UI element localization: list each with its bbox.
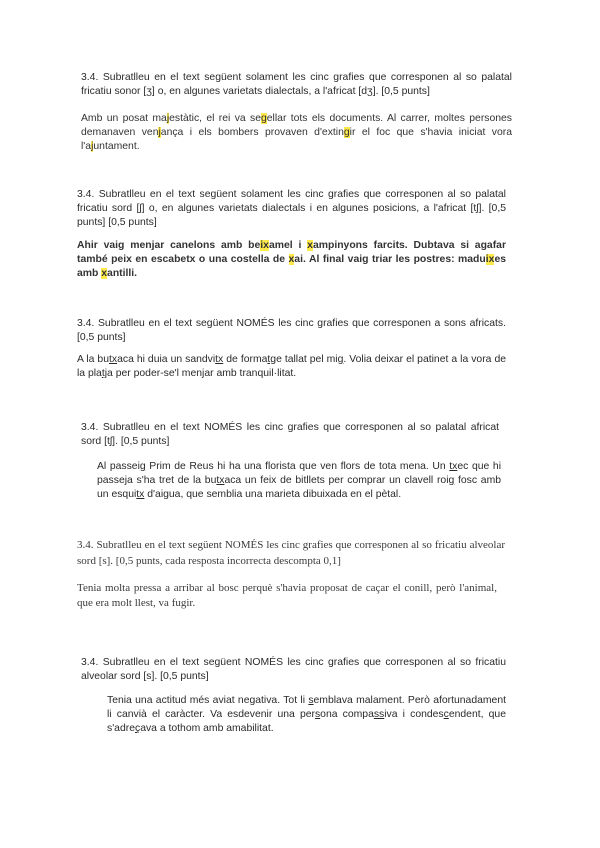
text-segment: emblava malament. Però afortunadament li canvià el caràcter. Va esdevenir una per: [107, 695, 506, 720]
highlighted-grapheme: x: [307, 240, 313, 251]
underlined-grapheme: c: [443, 709, 449, 720]
text-segment: ona compa: [320, 709, 374, 720]
text-segment: aca hi duia un sandvi: [117, 354, 216, 365]
highlighted-grapheme: g: [261, 113, 267, 124]
text-segment: Prim de Reus hi ha una florista que ven flors de tota mena. Un: [145, 461, 450, 472]
highlighted-grapheme: x: [288, 254, 295, 265]
highlighted-grapheme: g: [343, 127, 350, 138]
question-text: 3.4. Subratlleu en el text NOMÉS les cinc grafies que corresponen al so palatal africat sord [tʃ]. [0,5 punts]: [81, 422, 499, 447]
text-segment: Ahir vaig menjar canelons amb be: [77, 240, 261, 251]
text-segment: es amb: [77, 254, 506, 279]
underlined-grapheme: tx: [216, 475, 225, 486]
underlined-grapheme: ç: [134, 723, 141, 734]
underlined-grapheme: ss: [373, 709, 385, 720]
question-text: 3.4. Subratlleu en el text següent NOMÉS les cinc grafies que corresponen al so fricatiu alveolar sord [s]. [0,5 punts]: [81, 657, 506, 682]
text-segment: a per poder-se'l menjar amb tranquil·litat.: [107, 368, 297, 379]
text-segment: estàtic, el rei va se: [169, 113, 261, 124]
text-segment: endent, que s'adre: [107, 709, 506, 734]
answer-text: [77, 581, 497, 611]
answer-text: [107, 694, 506, 736]
text-segment: antilli.: [107, 268, 138, 279]
text-segment: . Volia deixar el patinet a la vora de la pla: [77, 354, 506, 379]
highlighted-grapheme: x: [101, 268, 108, 279]
text-segment: untament.: [93, 141, 140, 152]
underlined-grapheme: g: [448, 475, 455, 486]
text-segment: aca un feix de bitllets per comprar un clavell roi: [224, 475, 449, 486]
underlined-grapheme: tj: [101, 368, 108, 379]
underlined-grapheme: s: [308, 695, 314, 706]
answer-text: [77, 353, 506, 381]
text-segment: ellar tots els documents. Al carrer, moltes persones demanaven ven: [81, 113, 513, 138]
text-segment: ir el foc que s'havia iniciat vora l'a: [81, 127, 512, 152]
text-segment: Tenia una actitud més aviat negativa. Tot li: [107, 695, 309, 706]
exercise-3: [0, 317, 600, 381]
text-segment: Al passei: [97, 461, 140, 472]
exercise-5: [0, 537, 600, 611]
highlighted-grapheme: j: [91, 141, 94, 152]
text-segment: ava a tothom amb amabilitat.: [140, 723, 274, 734]
answer-text: [81, 112, 512, 154]
question-text: 3.4. Subratlleu en el text següent NOMÉS les cinc grafies que corresponen a sons africats. [0,5 punts]: [77, 318, 506, 343]
text-segment: iva i condes: [384, 709, 444, 720]
highlighted-grapheme: j: [158, 127, 161, 138]
exercise-4: [0, 421, 600, 502]
highlighted-grapheme: ix: [260, 240, 269, 251]
underlined-grapheme: tx: [109, 354, 118, 365]
question-text: 3.4. Subratlleu en el text següent solament les cinc grafies que corresponen al so palatal fricatiu sonor [ʒ] o, en algunes varietats dialectals, a l'africat [dʒ]. [0,5 punts]: [81, 72, 512, 97]
text-segment: ec que hi passeja s'ha tret de la bu: [97, 461, 502, 486]
text-segment: fosc amb un esqui: [97, 475, 502, 500]
question-text: 3.4. Subratlleu en el text següent NOMÉS les cinc grafies que corresponen al so fricatiu alveolar sord [s]. [0,5 punts, cada resposta incorrecta descompta 0,1]: [77, 539, 505, 567]
text-segment: ampinyons farcits. Dubtava si agafar també peix en escabetx o una costella de: [77, 240, 506, 265]
text-segment: e tallat pel mi: [276, 354, 338, 365]
answer-text: [77, 239, 506, 281]
text-segment: A la bu: [77, 354, 109, 365]
text-segment: Tenia molta pressa a arribar al bosc perquè s'havia proposat de caçar el conill, però l'animal, que era molt llest, va fugir.: [77, 582, 497, 609]
text-segment: ança i els bombers provaven d'extin: [160, 127, 344, 138]
underlined-grapheme: tx: [215, 354, 224, 365]
underlined-grapheme: g: [139, 461, 146, 472]
text-segment: ai. Al final vaig triar les postres: madu: [294, 254, 486, 265]
text-segment: amel i: [268, 240, 308, 251]
exercise-6: [0, 656, 600, 736]
underlined-grapheme: tg: [267, 354, 277, 365]
underlined-grapheme: tx: [449, 461, 458, 472]
text-segment: de forma: [223, 354, 268, 365]
exercise-1: [0, 71, 600, 154]
text-segment: d'aigua, que semblia una marieta dibuixada en el pètal.: [144, 489, 402, 500]
answer-text: [97, 460, 501, 502]
underlined-grapheme: g: [337, 354, 344, 365]
exercise-2: [0, 188, 600, 281]
underlined-grapheme: tx: [136, 489, 145, 500]
text-segment: Amb un posat ma: [81, 113, 167, 124]
question-text: 3.4. Subratlleu en el text següent solament les cinc grafies que corresponen al so palatal fricatiu sord [ʃ] o, en algunes varietats dialectals i en algunes posicions, a l'africat [tʃ]. [0,5 punts] [0,5 punts]: [77, 189, 506, 228]
highlighted-grapheme: j: [166, 113, 170, 124]
underlined-grapheme: s: [314, 709, 321, 720]
highlighted-grapheme: ix: [485, 254, 495, 265]
